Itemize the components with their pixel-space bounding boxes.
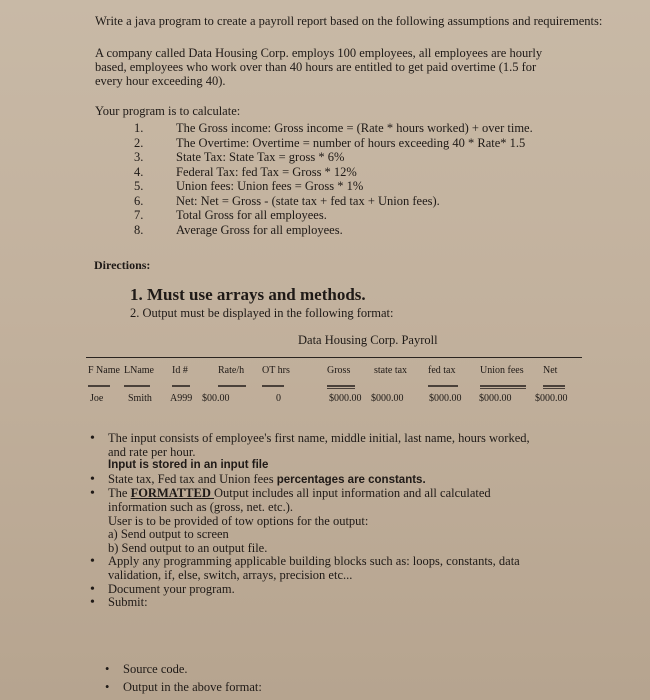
calc-item-text: State Tax: State Tax = gross * 6% <box>176 150 345 164</box>
calc-item <box>134 208 533 223</box>
requirement-item <box>90 487 590 555</box>
table-cell-gross: $000.00 <box>329 393 362 404</box>
requirement-text: validation, if, else, switch, arrays, precision etc... <box>108 567 353 582</box>
submit-item <box>105 678 262 696</box>
calc-item <box>134 121 533 136</box>
calc-item-text: Federal Tax: fed Tax = Gross * 12% <box>176 164 357 179</box>
header-underline <box>327 385 355 387</box>
intro-line: every hour exceeding 40). <box>95 74 226 88</box>
bullet-icon: • <box>90 554 95 570</box>
table-cell-fname: Joe <box>90 393 104 404</box>
requirements-list <box>90 432 590 610</box>
table-header-state-tax: state tax <box>374 365 408 376</box>
calc-item-text: The Gross income: Gross income = (Rate * hours worked) + over time. <box>176 121 533 135</box>
requirement-item <box>90 473 590 488</box>
calc-item <box>134 194 533 209</box>
requirement-text: b) Send output to an output file. <box>108 540 268 555</box>
calc-item <box>134 136 533 151</box>
table-header-net: Net <box>543 365 558 376</box>
header-underline <box>543 385 565 387</box>
requirement-text: Apply any programming applicable building blocks such as: loops, constants, data <box>108 554 520 569</box>
requirement-text-underlined: FORMATTED <box>130 486 215 501</box>
intro-line: based, employees who work over than 40 hours are entitled to get paid overtime (1.5 for <box>95 60 537 74</box>
calc-item <box>134 150 533 165</box>
header-underline <box>428 385 458 387</box>
calc-list <box>134 121 533 237</box>
submit-item-text: Source code. <box>123 662 188 676</box>
header-underline <box>124 385 150 387</box>
directions-heading: Directions: <box>94 258 151 272</box>
table-cell-ot: 0 <box>276 393 281 404</box>
intro-paragraph <box>95 46 595 88</box>
header-underline <box>262 385 284 387</box>
calc-item-number: 2. <box>134 135 144 150</box>
requirement-text: User is to be provided of tow options for the output: <box>108 513 369 528</box>
table-cell-lname: Smith <box>128 393 152 404</box>
calc-item <box>134 223 533 238</box>
requirement-text: information such as (gross, net. etc.). <box>108 499 294 514</box>
submit-item <box>105 660 262 678</box>
table-header-lname: LName <box>124 365 154 376</box>
calc-item-number: 3. <box>134 150 144 164</box>
requirement-item <box>90 596 590 610</box>
calc-item-text: Union fees: Union fees = Gross * 1% <box>176 179 364 193</box>
header-underline <box>218 385 246 387</box>
table-header-fname: F Name <box>88 365 120 376</box>
bullet-icon: • <box>105 662 110 676</box>
table-header-id: Id # <box>172 365 188 376</box>
calc-item-text: Net: Net = Gross - (state tax + fed tax + Union fees). <box>176 193 440 208</box>
output-format-note: 2. Output must be displayed in the following format: <box>130 306 394 320</box>
requirement-text: Submit: <box>108 595 148 610</box>
requirement-item <box>90 432 590 473</box>
submit-list <box>105 660 262 696</box>
calc-item-text: The Overtime: Overtime = number of hours exceeding 40 * Rate* 1.5 <box>176 135 526 150</box>
calc-heading: Your program is to calculate: <box>95 104 241 118</box>
requirement-text: Input is stored in an input file <box>108 459 269 472</box>
bullet-icon: • <box>105 680 110 694</box>
table-header-rate: Rate/h <box>218 365 245 376</box>
header-underline <box>172 385 190 387</box>
table-cell-union-fees: $000.00 <box>479 393 512 404</box>
calc-item <box>134 179 533 194</box>
calc-item-number: 7. <box>134 208 144 222</box>
table-header-union-fees: Union fees <box>480 365 524 376</box>
requirement-text: a) Send output to screen <box>108 527 229 542</box>
calc-item-number: 5. <box>134 179 144 193</box>
bullet-icon: • <box>90 471 95 487</box>
payroll-table <box>86 357 586 417</box>
requirement-item <box>90 583 590 597</box>
table-header-ot: OT hrs <box>262 365 290 376</box>
table-header-gross: Gross <box>327 365 351 376</box>
calc-item-number: 1. <box>134 121 144 135</box>
calc-item <box>134 165 533 180</box>
requirement-text: Output includes all input information and all calculated <box>214 486 491 501</box>
header-underline <box>480 385 526 387</box>
page-title: Write a java program to create a payroll report based on the following assumptions and requirements: <box>95 14 603 28</box>
calc-item-text: Average Gross for all employees. <box>176 222 343 237</box>
submit-item-text: Output in the above format: <box>123 680 262 694</box>
requirement-text: and rate per hour. <box>108 444 196 459</box>
bullet-icon: • <box>90 595 95 611</box>
calc-item-number: 4. <box>134 164 144 179</box>
table-cell-id: A999 <box>170 393 193 404</box>
header-underline <box>543 388 565 389</box>
bullet-icon: • <box>90 431 95 446</box>
table-cell-rate: $00.00 <box>202 393 230 404</box>
requirement-text: The <box>108 486 131 501</box>
table-title: Data Housing Corp. Payroll <box>298 333 438 347</box>
calc-item-number: 6. <box>134 193 144 208</box>
calc-item-text: Total Gross for all employees. <box>176 208 327 222</box>
requirement-text: The input consists of employee's first name, middle initial, last name, hours worked, <box>108 431 530 445</box>
requirement-text: Document your program. <box>108 581 235 596</box>
requirement-item <box>90 555 590 582</box>
table-cell-net: $000.00 <box>535 393 568 404</box>
bullet-icon: • <box>90 581 95 597</box>
header-underline <box>327 388 355 389</box>
table-cell-fed-tax: $000.00 <box>429 393 462 404</box>
table-cell-state-tax: $000.00 <box>371 393 404 404</box>
must-use-heading: 1. Must use arrays and methods. <box>130 285 366 304</box>
intro-line: A company called Data Housing Corp. employs 100 employees, all employees are hourly <box>95 46 543 60</box>
requirement-text: State tax, Fed tax and Union fees <box>108 471 277 486</box>
header-underline <box>480 388 526 389</box>
requirement-text-bold: percentages are constants. <box>276 473 426 486</box>
bullet-icon: • <box>90 486 95 502</box>
calc-item-number: 8. <box>134 222 144 237</box>
header-underline <box>88 385 110 387</box>
table-rule <box>86 357 582 358</box>
table-header-fed-tax: fed tax <box>428 365 456 376</box>
